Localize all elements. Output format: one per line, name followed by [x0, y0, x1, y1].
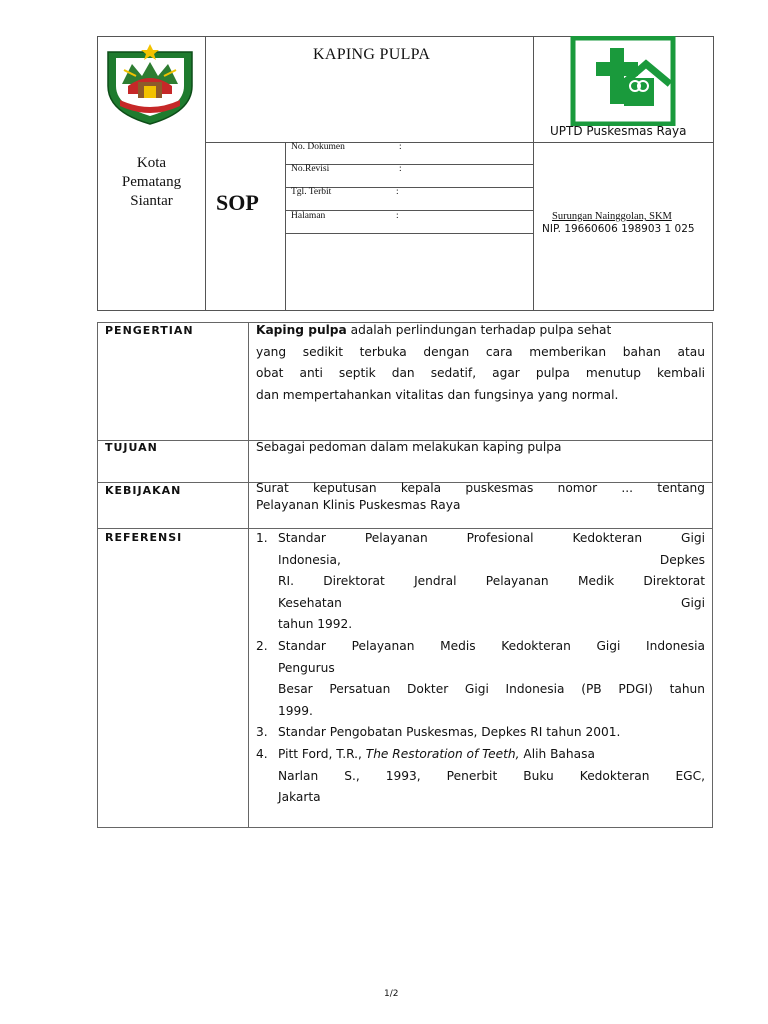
- signer-nip: NIP. 19660606 198903 1 025: [542, 223, 695, 235]
- city-name: [98, 154, 205, 211]
- signer-name: Surungan Nainggolan, SKM: [552, 211, 672, 222]
- pengertian-term: Kaping pulpa: [256, 323, 347, 337]
- text-line: Pengurus: [278, 660, 335, 675]
- text-line: RI. Direktorat Jendral Pelayanan Medik Direktorat: [278, 574, 705, 589]
- city-emblem-icon: [102, 40, 198, 126]
- page-number: 1/2: [384, 989, 399, 999]
- city-line: Siantar: [130, 193, 173, 209]
- text-line: 1999.: [278, 703, 313, 718]
- reference-item: [256, 722, 705, 744]
- label-kebijakan: KEBIJAKAN: [105, 484, 182, 497]
- text-line: Besar Persatuan Dokter Gigi Indonesia (PB PDGI) tahun: [278, 682, 705, 697]
- reference-number: 3.: [256, 725, 268, 739]
- text-fragment: Pitt Ford, T.R.,: [278, 747, 366, 761]
- meta-label-halaman: Halaman: [291, 211, 326, 221]
- meta-colon: :: [396, 211, 399, 221]
- meta-colon: :: [396, 187, 399, 197]
- text-line: Surat keputusan kepala puskesmas nomor ... tentang: [256, 481, 705, 495]
- text-fragment: adalah perlindungan terhadap pulpa sehat: [350, 323, 612, 337]
- reference-number: 4.: [256, 747, 268, 761]
- label-referensi: REFERENSI: [105, 531, 183, 544]
- tujuan-text: Sebagai pedoman dalam melakukan kaping pulpa: [256, 440, 562, 454]
- puskesmas-logo-icon: [570, 36, 676, 126]
- reference-number: 1.: [256, 531, 268, 545]
- text-line: Kesehatan Gigi: [278, 595, 705, 610]
- reference-item: [256, 636, 705, 722]
- reference-number: 2.: [256, 639, 268, 653]
- document-title: KAPING PULPA: [313, 46, 431, 63]
- text-line: [256, 320, 705, 342]
- meta-colon: :: [399, 164, 402, 174]
- text-line: Indonesia, Depkes: [278, 552, 705, 567]
- organization-name: UPTD Puskesmas Raya: [550, 124, 687, 138]
- city-line: Pematang: [121, 174, 182, 190]
- text-line: dan mempertahankan vitalitas dan fungsinya yang normal.: [256, 387, 619, 402]
- book-title: The Restoration of Teeth,: [365, 747, 520, 761]
- text-line: Jakarta: [278, 790, 321, 805]
- meta-label-tgl-terbit: Tgl. Terbit: [291, 187, 332, 197]
- text-line: Standar Pelayanan Profesional Kedokteran Gigi: [278, 531, 705, 545]
- text-line: tahun 1992.: [278, 617, 353, 632]
- kebijakan-text: [256, 480, 705, 514]
- text-line: Pelayanan Klinis Puskesmas Raya: [256, 498, 461, 512]
- text-line: yang sedikit terbuka dengan cara memberikan bahan atau: [256, 344, 705, 359]
- text-line: Standar Pelayanan Medis Kedokteran Gigi Indonesia: [278, 639, 705, 653]
- text-line: obat anti septik dan sedatif, agar pulpa menutup kembali: [256, 366, 705, 380]
- sop-label: SOP: [216, 190, 259, 215]
- meta-label-no-revisi: No.Revisi: [291, 164, 330, 174]
- meta-label-no-dokumen: No. Dokumen: [291, 142, 345, 152]
- pengertian-text: [256, 320, 705, 406]
- reference-item: [256, 744, 705, 809]
- meta-colon: :: [399, 142, 402, 152]
- label-tujuan: TUJUAN: [105, 441, 158, 454]
- label-pengertian: PENGERTIAN: [105, 324, 194, 337]
- reference-item: [256, 528, 705, 636]
- text-line: Standar Pengobatan Puskesmas, Depkes RI tahun 2001.: [278, 725, 621, 739]
- city-line: Kota: [136, 155, 167, 171]
- text-line: Narlan S., 1993, Penerbit Buku Kedokteran EGC,: [278, 768, 705, 783]
- text-fragment: Alih Bahasa: [519, 747, 595, 761]
- text-line: [278, 744, 705, 766]
